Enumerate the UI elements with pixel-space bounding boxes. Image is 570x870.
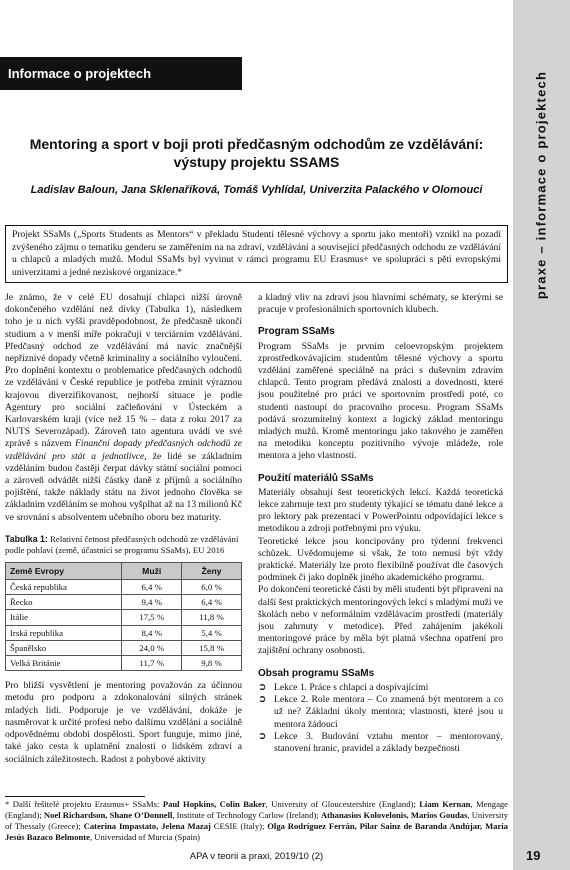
footnote-names: Olga Rodríguez Ferrán, Pilar Sainz de Baranda Andújar, María Jesús Bazaco Belmonte — [5, 821, 508, 842]
program-paragraph: Program SSaMs je prvním celoevropským projektem zprostředkovávajícím studentům tělesné výchovy a sportu vzdělání zaměřené speciálně na práci s duševním zdravím chlapců. Tento program předává znalosti a dovednosti, které jsou použitelné pro práci ve sportovním prostředí poté, co studenti nastoupí do pracovního procesu. Program SSaMs podává srozumitelný kontext a logický základ mentoringu mladých mužů. Kromě mentoringu jako takového je zaměřen na metodiku konceptu pozitivního vývoje mládeže, role mentora a jeho vlastností. — [258, 340, 503, 462]
cell-men: 8,4 % — [122, 625, 182, 640]
footnote-divider — [5, 796, 145, 797]
authors-line: Ladislav Baloun, Jana Sklenaříková, Tomáš Vyhlídal, Univerzita Palackého v Olomouci — [30, 184, 483, 196]
cell-country: Irská republika — [6, 625, 122, 640]
heading-materials: Použití materiálů SSaMs — [258, 472, 374, 484]
list-item — [258, 731, 503, 755]
article-title — [0, 135, 513, 171]
cell-women: 5,4 % — [182, 625, 242, 640]
footnote-org: CESIE (Italy); — [210, 821, 268, 831]
arrow-icon: ➲ — [258, 694, 267, 706]
col-header-country: Země Evropy — [6, 562, 122, 579]
intro-text-a: Je známo, že v celé EU dosahují chlapci nižší úrovně dokončeného vzdělání než dívky (Tabulka 1), následkem toho je u nich vyšší pravděpodobnost, že předčasně ukončí studium a v menší míře pokračují v terciárním vzdělávání. Předčasný odchod ze vzdělávání má navíc značnější nepříznivé dopady včetně kriminality a sociálního vyloučení. Pro doplnění kontextu o problematice předčasných odchodů ze vzdělávání v České republice je potřeba zmínit výraznou krajovou diverzifikovanost, nejhorší situace je podle Agentury pro sociální začleňování v Ústeckém a Karlovarském kraji (více než 15 % – data z roku 2017 za NUTS Severozápad). Zároveň tato agentura uvádí ve své zprávě s názvem — [5, 292, 242, 450]
abstract-box: Projekt SSaMs („Sports Students as Mentors“ v překladu Studenti tělesné výchovy a sportu jako mentoři) vznikl na pozadí zvýšeného zájmu o tematiku genderu se zaměřením na na zdraví, vzdělávání a související předčasných odchodu ze vzdělávání u chlapců a mladých mužů. Modul SSaMs byl vyvinut v rámci programu EU Erasmus+ ve spolupráci s pěti evropskými univerzitami a jedné neziskové organizace.* — [5, 225, 508, 283]
left-column — [5, 292, 242, 766]
lesson-text: Lekce 3. Budování vztahu mentor – mentorovaný, stanovení hranic, pravidel a základy bezpečnosti — [274, 730, 503, 754]
cell-country: Velká Británie — [6, 656, 122, 671]
table-row — [6, 610, 242, 625]
cell-country: Česká republika — [6, 580, 122, 595]
cell-country: Řecko — [6, 595, 122, 610]
footnote-prefix: * Další řešitelé projektu Erasmus+ SSaMs: — [5, 799, 163, 809]
table-row — [6, 580, 242, 595]
footnote-names: Liam Kernan — [419, 799, 471, 809]
cell-women: 9,8 % — [182, 656, 242, 671]
table-row — [6, 656, 242, 671]
arrow-icon: ➲ — [258, 730, 267, 742]
title-line-1: Mentoring a sport v boji proti předčasným odchodům ze vzdělávání: — [29, 136, 484, 152]
heading-program: Program SSaMs — [258, 326, 335, 338]
report-title: Finanční dopady předčasných odchodů ze vzdělávání pro stát a jednotlivce — [5, 438, 242, 462]
section-banner: Informace o projektech — [0, 57, 242, 90]
table-caption — [5, 534, 242, 556]
cell-women: 15,8 % — [182, 640, 242, 655]
heading-contents: Obsah programu SSaMs — [258, 667, 375, 679]
footnote-names: Caterina Impastato, Jelena Mazaj — [83, 821, 211, 831]
page-number: 19 — [526, 848, 541, 863]
continuation-paragraph: a kladný vliv na zdraví jsou hlavními schématy, se kterými se pracuje v profesionálních sportovních klubech. — [258, 292, 503, 316]
footnote — [5, 799, 508, 843]
lesson-text: Lekce 2. Role mentora – Co znamená být mentorem a co už ne? Základní úkoly mentora; vlastnosti, které jsou u mentora žádoucí — [274, 694, 503, 730]
title-line-2: výstupy projektu SSAMS — [173, 154, 340, 170]
right-column — [258, 292, 503, 755]
dropout-table — [5, 562, 242, 671]
footnote-org: , University of Gloucestershire (England); — [265, 799, 420, 809]
arrow-icon: ➲ — [258, 681, 267, 693]
footnote-names: Paul Hopkins, Colin Baker — [162, 799, 266, 809]
cell-country: Španělsko — [6, 640, 122, 655]
table-header-row — [6, 562, 242, 579]
practice-paragraph: Po dokončení teoretické části by měli studenti být připraveni na další šest praktických mentoringových lekcí s mladými muži ve školách nebo v neformálním vzdělávacím prostředí (materiály jsou zahrnuty v metodice). Před zahájením jakékoli mentoringové práce by měla být platná všechna opatření pro zajištění ochrany osobnosti. — [258, 584, 503, 657]
footnote-org: , Universidad of Murcia (Spain) — [89, 832, 201, 842]
cell-men: 24,0 % — [122, 640, 182, 655]
cell-men: 17,5 % — [122, 610, 182, 625]
lessons-paragraph: Teoretické lekce jsou koncipovány pro týdenní frekvenci schůzek. Uvědomujeme si však, že toto nemusí být vždy praktické. Materiály lze proto flexibilně používat dle časových podmínek či jako doplněk jiného akademického programu. — [258, 535, 503, 584]
journal-footer: APA v teorii a praxi, 2019/10 (2) — [189, 851, 324, 862]
cell-women: 6,0 % — [182, 580, 242, 595]
sidebar-label-text: praxe – informace o projektech — [533, 70, 549, 300]
col-header-women: Ženy — [182, 562, 242, 579]
intro-paragraph — [5, 292, 242, 524]
table-row — [6, 595, 242, 610]
list-item — [258, 694, 503, 731]
materials-paragraph: Materiály obsahují šest teoretických lekcí. Každá teoretická lekce zahrnuje text pro studenty týkající se tématu dané lekce a pro lektory pak prezentaci v PowerPointu odpovídající lekce s metodikou a zdroji potřebnými pro výuku. — [258, 486, 503, 535]
table-row — [6, 625, 242, 640]
cell-country: Itálie — [6, 610, 122, 625]
cell-women: 11,8 % — [182, 610, 242, 625]
intro-text-b: , že lidé se základním vzděláním budou častěji čerpat dávky státní sociální pomoci a zároveň odvádět nižší částky daně z příjmů a sociálního pojištění, takže náklady státu na život jednoho člověka se základním vzděláním se mohou vyšplhat až na 13 milionů Kč ve srovnání s absolventem učebního oboru bez maturity. — [5, 450, 242, 523]
list-item — [258, 682, 503, 694]
lesson-text: Lekce 1. Práce s chlapci a dospívajícími — [274, 681, 429, 693]
footnote-names: Noel Richardson, Shane O’Donnell — [43, 810, 173, 820]
footnote-org: , Mengage (England); — [5, 799, 508, 820]
cell-men: 6,4 % — [122, 580, 182, 595]
col-header-men: Muži — [122, 562, 182, 579]
mentoring-paragraph: Pro bližší vysvětlení je mentoring považován za účinnou metodu pro podporu a zdokonalování silných stránek mladých lidí. Podporuje je ve vzdělávání, dokáže je nasměrovat k určité profesi nebo dalšímu vzdělání a sociálně odpovědnému období dospělosti. Sport funguje, mimo jiné, také jako cesta k uplatnění znalostí o lidském zdraví a sociálních záležitostech. Radost z pohybové aktivity — [5, 680, 242, 765]
table-caption-label: Tabulka 1: — [5, 533, 48, 544]
footnote-org: , University of Thessaly (Greece); — [5, 810, 509, 831]
cell-men: 11,7 % — [122, 656, 182, 671]
footnote-org: , Institute of Technology Carlow (Ireland); — [172, 810, 321, 820]
table-row — [6, 640, 242, 655]
table-caption-text: Relativní četnost předčasných odchodů ze vzdělávání podle pohlaví (země, účastnící se programu SSaMs), EU 2016 — [5, 533, 239, 555]
cell-men: 9,4 % — [122, 595, 182, 610]
footnote-names: Athanasios Kolovelonis, Marios Goudas — [320, 810, 468, 820]
cell-women: 6,4 % — [182, 595, 242, 610]
